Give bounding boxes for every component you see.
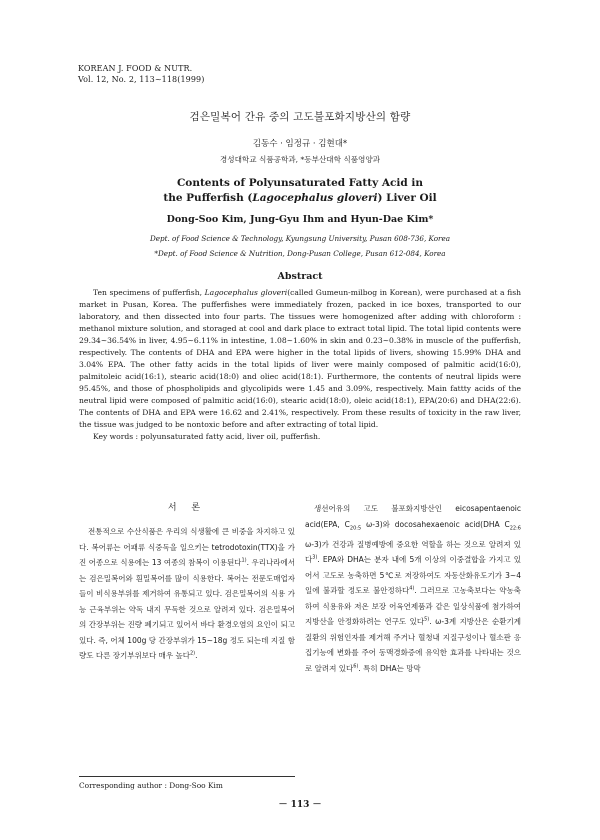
- body-text: . 특히 DHA는 망막: [358, 663, 421, 673]
- body-text: . ω-3계 지방산은 순환기계 질환의 위험인자를 제거해 주거나 혈청내 지질구성이나 혈소판 응집기능에 변화를 주어 동맥경화증에 유익한 효과를 나타내는 것으로 알려져 있다: [305, 617, 521, 673]
- species-name: Lagocephalus gloveri: [252, 192, 378, 204]
- korean-authors: 김동수 · 임정규 · 김현대*: [252, 139, 348, 149]
- english-title: [0, 176, 600, 206]
- reference-marker: 6): [353, 663, 359, 669]
- corresponding-author-footnote: Corresponding author : Dong-Soo Kim: [79, 781, 223, 790]
- left-column-text: [79, 524, 295, 664]
- abstract-heading: Abstract: [277, 271, 323, 282]
- right-column-text: [305, 501, 521, 676]
- footnote-divider: [79, 776, 295, 777]
- reference-marker: 4): [409, 585, 415, 592]
- abstract-text: Ten specimens of pufferfish,: [93, 288, 205, 297]
- keywords: Key words : polyunsaturated fatty acid, liver oil, pufferfish.: [93, 432, 321, 441]
- english-title-line1: Contents of Polyunsaturated Fatty Acid in: [176, 177, 424, 189]
- page-number: － 113 －: [278, 800, 322, 810]
- reference-marker: 5): [424, 616, 430, 623]
- body-text: 전통적으로 수산식품은 우리의 식생활에 큰 비중을 차지하고 있다. 복어류는 어패류 식중독을 일으키는 tetrodotoxin(TTX)을 가진 어종으로 식용에는 13 여종의 참복이 이용된다: [79, 527, 295, 567]
- journal-header: [78, 63, 204, 85]
- korean-affiliation: 경성대학교 식품공학과, *동부산대학 식품영양과: [219, 155, 381, 164]
- reference-marker: 3): [312, 554, 318, 561]
- abstract-text: (called Gumeun-milbog in Korean), were purchased at a fish market in Pusan, Korea. The pufferfishes were immediately frozen, packed in ice boxes, transported to our laboratory, and then dissected into four parts. The tissues were homogenized after adding with chloroform : methanol mixture solution, and storaged at cool and dark place to extract total lipid. The total lipid contents were 29.34~36.54% in liver, 4.95~6.11% in intestine, 1.08~1.60% in skin and 0.23~0.38% in muscle of the pufferfish, respectively. The contents of DHA and EPA were higher in the total lipids of livers, showing 15.99% DHA and 3.04% EPA. The other fatty acids in the total lipids of liver were mainly composed of palmitic acid(16:0), palmitoleic acid(16:1), stearic acid(18:0) and oliec acid(18:1). Furthermore, the contents of neutral lipids were 95.45%, and those of phospholipids and glycolipids were 1.45 and 3.09%, respectively. Main fattty acids of the neutral lipid were composed of palmitic acid(16:0), stearic acid(18:0), oleic acid(18:1), EPA(20:6) and DHA(22:6). The contents of DHA and EPA were 16.62 and 2.41%, respectively. From these results of toxicity in the raw liver, the tissue was judged to be nontoxic before and after extracting of total lipid.: [79, 288, 521, 429]
- subscript: 20:5: [349, 525, 362, 531]
- body-text: . EPA와 DHA는 분자 내에 5개 이상의 이중결합을 가지고 있어서 고도로 농축하면 5℃로 저장하여도 자동산화유도기가 3~4일에 불과할 정도로 불안정하다: [305, 555, 521, 595]
- body-text: . 그러므로 고농축보다는 약농축하여 식용유와 저온 보장 어육연제품과 같은 일상식품에 첨가하여 지방산을 안정화하려는 연구도 있다: [305, 586, 521, 626]
- english-title-line2: [0, 191, 600, 206]
- section-heading-introduction: 서 론: [167, 503, 207, 513]
- species-name: Lagocephalus gloveri: [204, 288, 288, 297]
- english-authors: Dong-Soo Kim, Jung-Gyu Ihm and Hyun-Dae Kim*: [166, 214, 434, 225]
- body-text: ω-3)가 건강과 질병예방에 중요한 역할을 하는 것으로 알려져 있다: [305, 539, 521, 564]
- english-affiliation-2: *Dept. of Food Science & Nutrition, Dong-Pusan College, Pusan 612-084, Korea: [154, 249, 446, 258]
- reference-marker: 1): [241, 557, 247, 564]
- body-text: . 우리나라에서는 검은밀복어와 흰밀복어를 많이 식용한다. 복어는 전문도매업자들이 비식용부위를 제거하여 유통되고 있다. 검은밀복어의 식용 가능 근육부위는 약독 내지 무독한 것으로 알려져 있다. 검은밀복어의 간장부위는 진량 폐기되고 있어서 바다 환경오염의 요인이 되고 있다. 즉, 어체 100g 당 간장부위가 15~18g 정도 되는데 지질 함량도 다른 장기부위보다 매우 높다: [79, 558, 295, 660]
- abstract-body: [79, 287, 521, 443]
- title-text: the Pufferfish (: [163, 192, 253, 204]
- reference-marker: 2): [189, 650, 196, 657]
- korean-title: 검은밀복어 간유 중의 고도불포화지방산의 함량: [189, 111, 411, 123]
- abstract-paragraph: [79, 287, 521, 431]
- body-text: 생선어유의 고도 불포화지방산인 eicosapentaenoic acid(EPA, C: [305, 504, 521, 529]
- body-text: .: [195, 651, 198, 660]
- journal-volume: Vol. 12, No. 2, 113~118(1999): [78, 75, 205, 84]
- journal-name: KOREAN J. FOOD & NUTR.: [78, 64, 193, 73]
- english-affiliation-1: Dept. of Food Science & Technology, Kyungsung University, Pusan 608-736, Korea: [149, 234, 451, 243]
- subscript: 22:6: [509, 525, 521, 531]
- title-text: ) Liver Oil: [377, 192, 437, 204]
- body-text: ω-3)와 docosahexaenoic acid(DHA C: [361, 519, 510, 529]
